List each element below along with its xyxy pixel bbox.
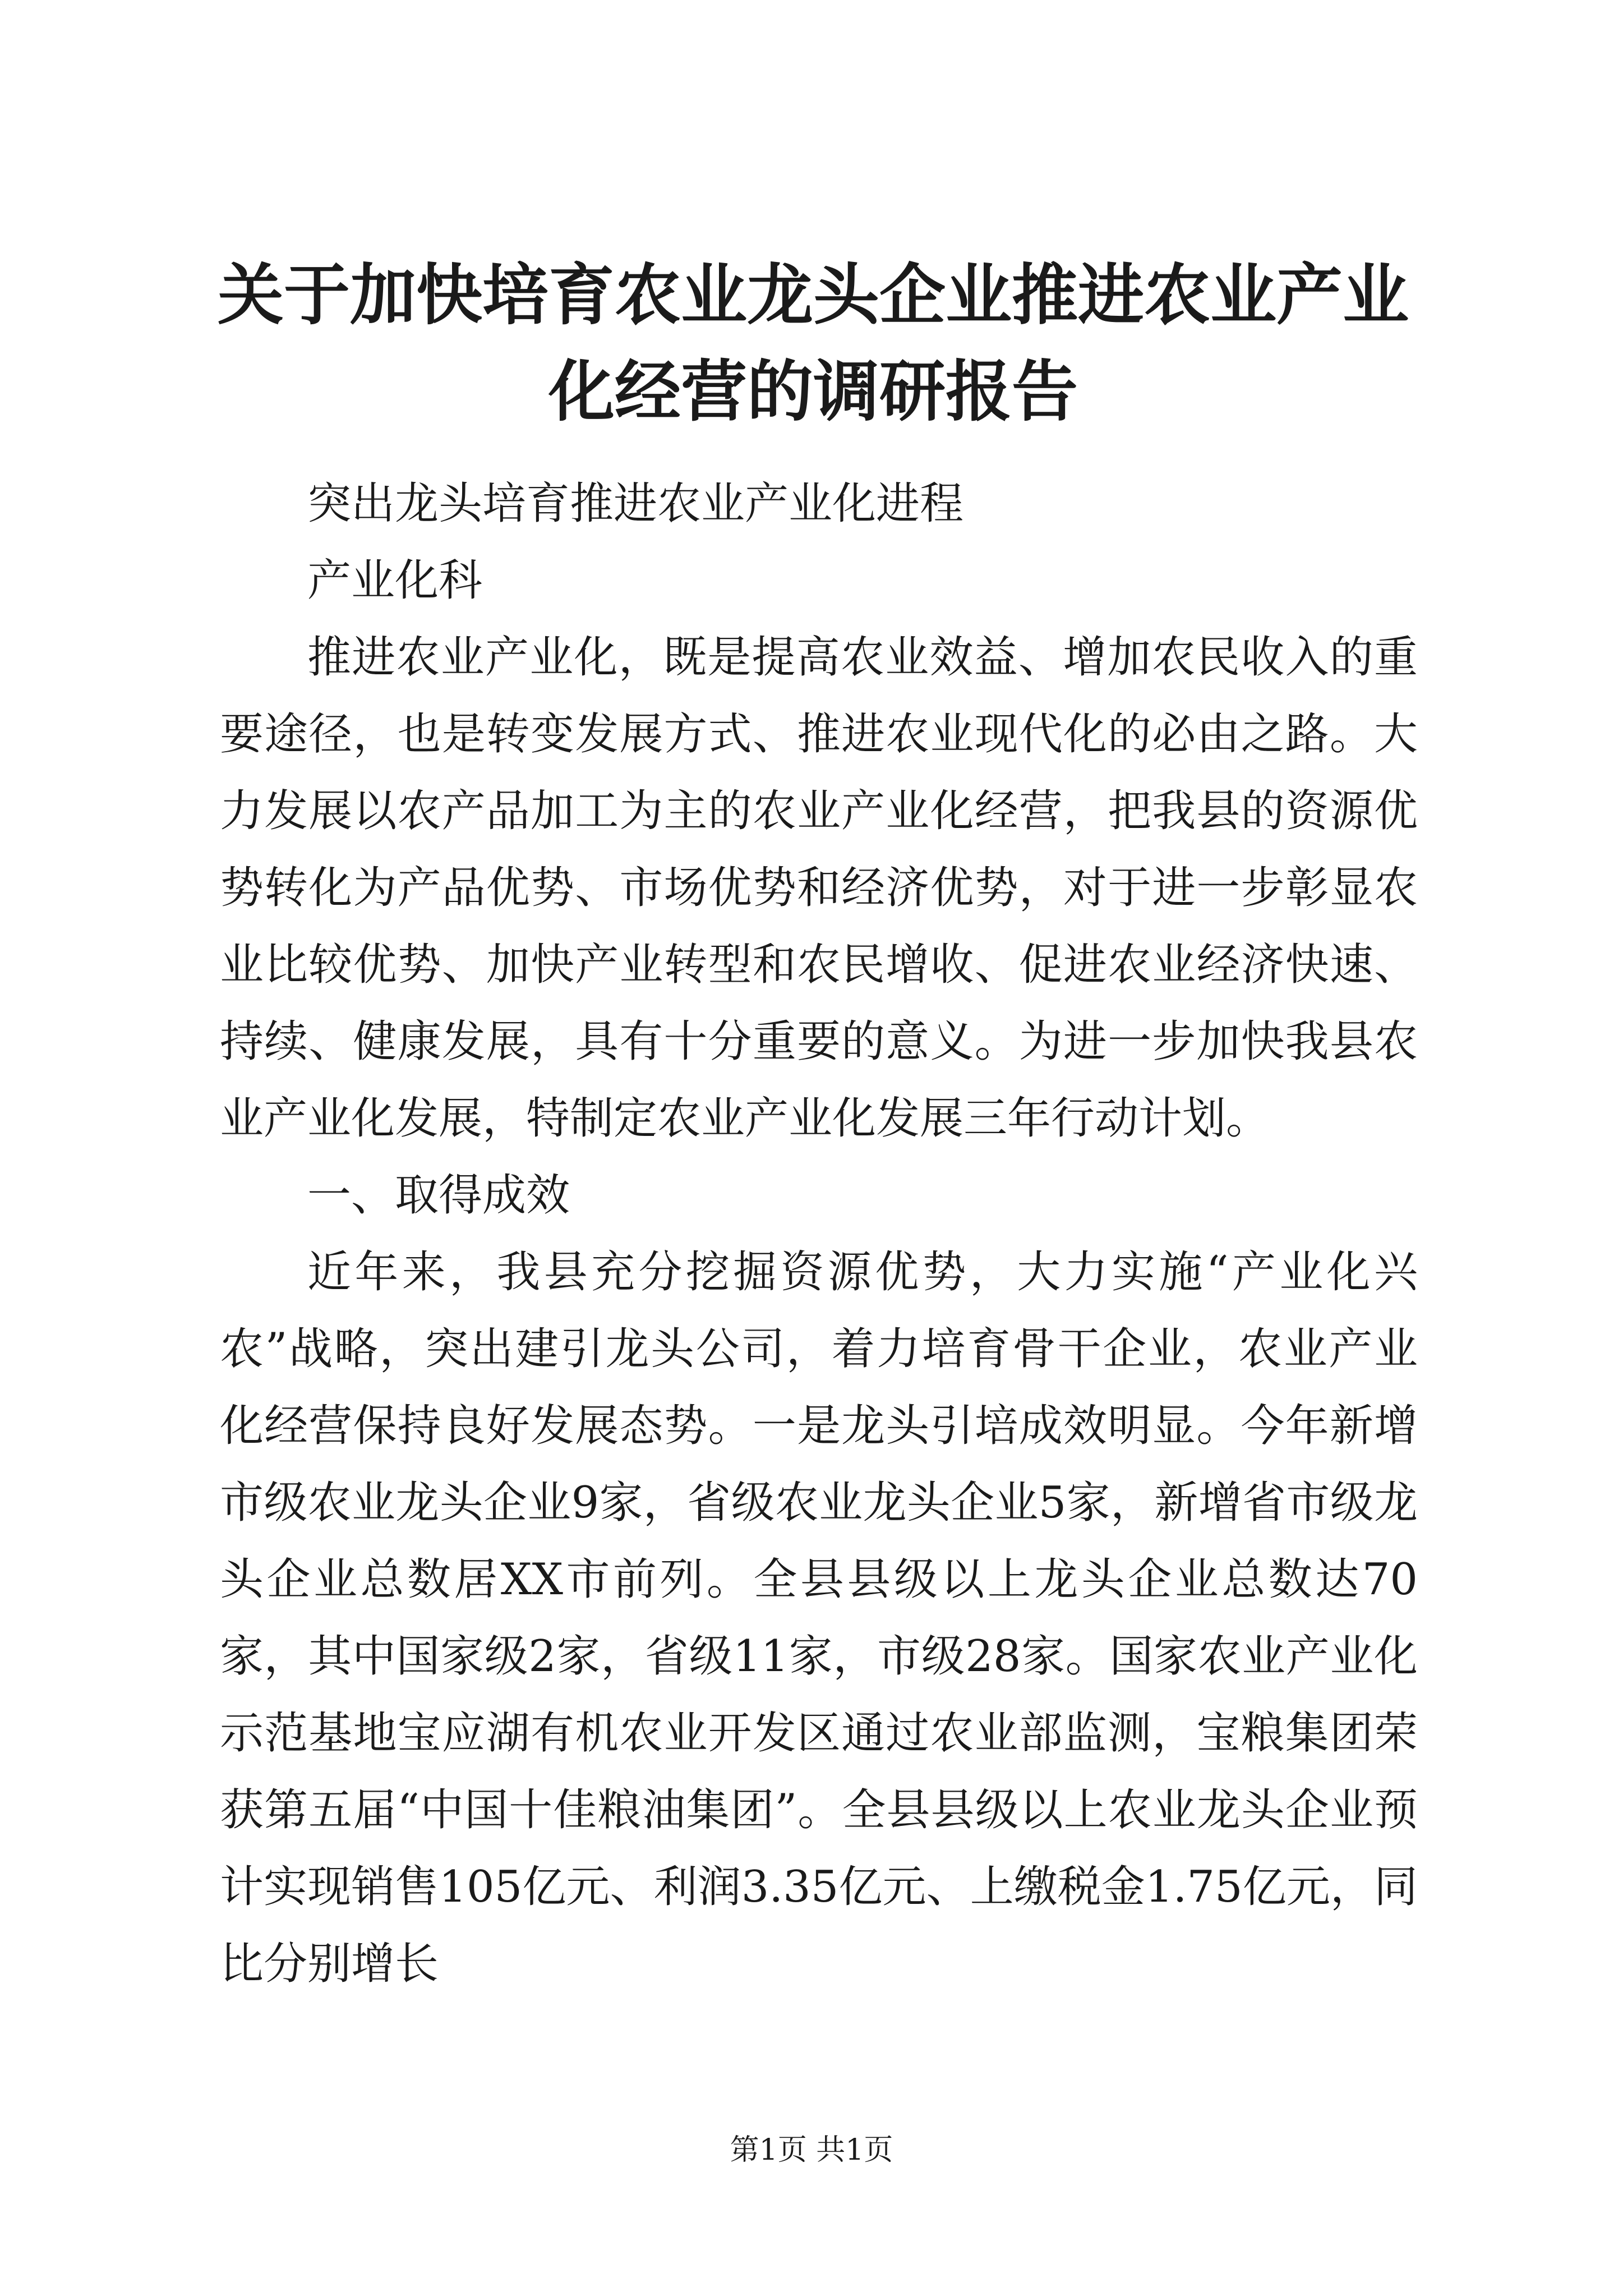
department-paragraph: 产业化科 — [307, 555, 483, 606]
results-paragraph: 近年来，我县充分挖掘资源优势，大力实施“产业化兴农”战略，突出建引龙头公司，着力培育骨干企业，农业产业化经营保持良好发展态势。一是龙头引培成效明显。今年新增市级农业龙头企业9家，省级农业龙头企业5家，新增省市级龙头企业总数居XX市前列。全县县级以上龙头企业总数达70家，其中国家级2家，省级11家，市级28家。国家农业产业化示范基地宝应湖有机农业开发区通过农业部监测，宝粮集团荣获第五届“中国十佳粮油集团”。全县县级以上农业龙头企业预计实现销售105亿元、利润3.35亿元、上缴税金1.75亿元，同比分别增长 — [220, 1247, 1418, 1989]
page-footer: 第1页 共1页 — [730, 2133, 893, 2167]
document-body — [220, 466, 1418, 2003]
document-title: 关于加快培育农业龙头企业推进农业产业化经营的调研报告 — [217, 256, 1409, 430]
intro-paragraph: 推进农业产业化，既是提高农业效益、增加农民收入的重要途径，也是转变发展方式、推进农业现代化的必由之路。大力发展以农产品加工为主的农业产业化经营，把我县的资源优势转化为产品优势、市场优势和经济优势，对于进一步彰显农业比较优势、加快产业转型和农民增收、促进农业经济快速、持续、健康发展，具有十分重要的意义。为进一步加快我县农业产业化发展，特制定农业产业化发展三年行动计划。 — [220, 632, 1418, 1144]
subtitle-paragraph: 突出龙头培育推进农业产业化进程 — [307, 478, 964, 529]
section-heading: 一、取得成效 — [307, 1170, 570, 1221]
